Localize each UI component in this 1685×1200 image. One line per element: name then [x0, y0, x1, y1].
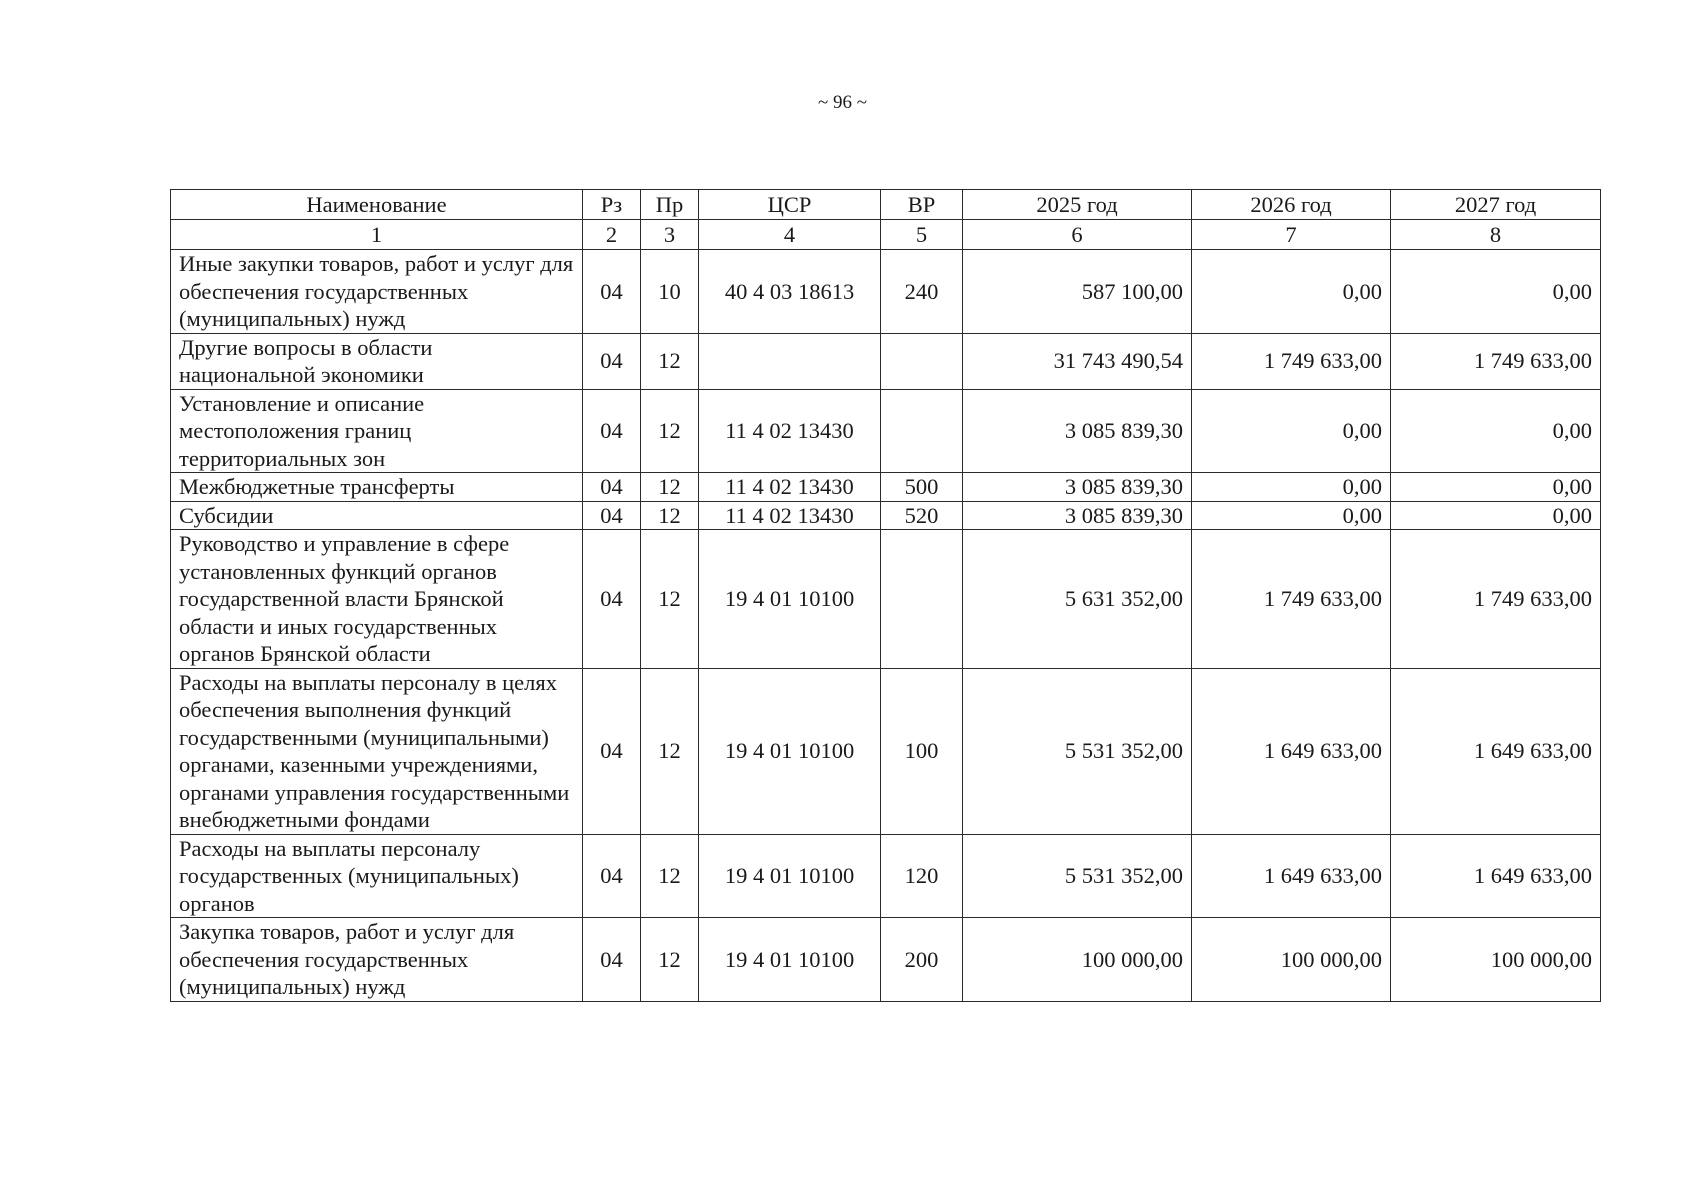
column-number: 4 — [699, 220, 881, 250]
row-2027: 0,00 — [1391, 501, 1601, 530]
row-vr: 520 — [881, 501, 963, 530]
column-number: 7 — [1192, 220, 1391, 250]
row-2027: 0,00 — [1391, 250, 1601, 334]
header-pr: Пр — [641, 190, 699, 220]
column-number: 6 — [963, 220, 1192, 250]
row-name: Субсидии — [171, 501, 583, 530]
row-name: Межбюджетные трансферты — [171, 473, 583, 502]
row-vr: 120 — [881, 834, 963, 918]
column-number: 3 — [641, 220, 699, 250]
row-2025: 5 631 352,00 — [963, 530, 1192, 669]
row-2026: 0,00 — [1192, 389, 1391, 473]
table-row — [171, 501, 1601, 530]
table-row — [171, 473, 1601, 502]
row-2027: 1 749 633,00 — [1391, 530, 1601, 669]
row-csr: 19 4 01 10100 — [699, 530, 881, 669]
column-number: 1 — [171, 220, 583, 250]
row-2026: 0,00 — [1192, 473, 1391, 502]
row-rz: 04 — [583, 668, 641, 834]
row-rz: 04 — [583, 250, 641, 334]
table-row — [171, 389, 1601, 473]
row-vr — [881, 333, 963, 389]
column-number: 5 — [881, 220, 963, 250]
header-rz: Рз — [583, 190, 641, 220]
row-name: Руководство и управление в сфере установленных функций органов государственной власти Брянской области и иных государственных органов Брянской области — [171, 530, 583, 669]
column-number-row — [171, 220, 1601, 250]
row-2027: 1 649 633,00 — [1391, 668, 1601, 834]
header-vr: ВР — [881, 190, 963, 220]
header-2026: 2026 год — [1192, 190, 1391, 220]
row-2026: 0,00 — [1192, 250, 1391, 334]
row-rz: 04 — [583, 473, 641, 502]
row-2025: 5 531 352,00 — [963, 668, 1192, 834]
row-2025: 587 100,00 — [963, 250, 1192, 334]
row-vr: 100 — [881, 668, 963, 834]
row-2027: 100 000,00 — [1391, 918, 1601, 1002]
row-csr: 19 4 01 10100 — [699, 834, 881, 918]
row-rz: 04 — [583, 389, 641, 473]
row-2026: 1 649 633,00 — [1192, 668, 1391, 834]
row-2026: 100 000,00 — [1192, 918, 1391, 1002]
row-csr: 11 4 02 13430 — [699, 389, 881, 473]
row-pr: 12 — [641, 530, 699, 669]
row-vr — [881, 530, 963, 669]
header-name: Наименование — [171, 190, 583, 220]
header-csr: ЦСР — [699, 190, 881, 220]
row-name: Расходы на выплаты персоналу в целях обеспечения выполнения функций государственными (муниципальными) органами, казенными учреждениями, органами управления государственными внебюджетными фондами — [171, 668, 583, 834]
row-2025: 3 085 839,30 — [963, 389, 1192, 473]
row-name: Иные закупки товаров, работ и услуг для обеспечения государственных (муниципальных) нужд — [171, 250, 583, 334]
row-vr: 200 — [881, 918, 963, 1002]
table-row — [171, 834, 1601, 918]
row-2027: 1 649 633,00 — [1391, 834, 1601, 918]
row-2025: 3 085 839,30 — [963, 473, 1192, 502]
row-pr: 12 — [641, 389, 699, 473]
row-csr — [699, 333, 881, 389]
row-2025: 3 085 839,30 — [963, 501, 1192, 530]
row-csr: 11 4 02 13430 — [699, 501, 881, 530]
row-name: Установление и описание местоположения границ территориальных зон — [171, 389, 583, 473]
row-name: Другие вопросы в области национальной экономики — [171, 333, 583, 389]
budget-table — [170, 189, 1601, 1002]
table-row — [171, 918, 1601, 1002]
header-row — [171, 190, 1601, 220]
row-2027: 1 749 633,00 — [1391, 333, 1601, 389]
row-2025: 31 743 490,54 — [963, 333, 1192, 389]
table-row — [171, 668, 1601, 834]
row-csr: 11 4 02 13430 — [699, 473, 881, 502]
row-csr: 19 4 01 10100 — [699, 668, 881, 834]
row-rz: 04 — [583, 834, 641, 918]
header-2027: 2027 год — [1391, 190, 1601, 220]
row-2026: 0,00 — [1192, 501, 1391, 530]
row-pr: 12 — [641, 501, 699, 530]
row-2025: 100 000,00 — [963, 918, 1192, 1002]
row-pr: 12 — [641, 668, 699, 834]
row-2025: 5 531 352,00 — [963, 834, 1192, 918]
row-pr: 10 — [641, 250, 699, 334]
row-rz: 04 — [583, 918, 641, 1002]
table-row — [171, 250, 1601, 334]
column-number: 2 — [583, 220, 641, 250]
row-name: Расходы на выплаты персоналу государственных (муниципальных) органов — [171, 834, 583, 918]
header-2025: 2025 год — [963, 190, 1192, 220]
row-vr: 500 — [881, 473, 963, 502]
row-pr: 12 — [641, 918, 699, 1002]
page-number: ~ 96 ~ — [817, 92, 868, 113]
row-pr: 12 — [641, 473, 699, 502]
row-vr: 240 — [881, 250, 963, 334]
row-rz: 04 — [583, 333, 641, 389]
row-rz: 04 — [583, 530, 641, 669]
row-vr — [881, 389, 963, 473]
row-2026: 1 649 633,00 — [1192, 834, 1391, 918]
column-number: 8 — [1391, 220, 1601, 250]
row-csr: 40 4 03 18613 — [699, 250, 881, 334]
table-row — [171, 333, 1601, 389]
row-2027: 0,00 — [1391, 389, 1601, 473]
row-2026: 1 749 633,00 — [1192, 333, 1391, 389]
row-csr: 19 4 01 10100 — [699, 918, 881, 1002]
table-row — [171, 530, 1601, 669]
row-2027: 0,00 — [1391, 473, 1601, 502]
row-rz: 04 — [583, 501, 641, 530]
row-pr: 12 — [641, 333, 699, 389]
row-pr: 12 — [641, 834, 699, 918]
row-name: Закупка товаров, работ и услуг для обеспечения государственных (муниципальных) нужд — [171, 918, 583, 1002]
row-2026: 1 749 633,00 — [1192, 530, 1391, 669]
